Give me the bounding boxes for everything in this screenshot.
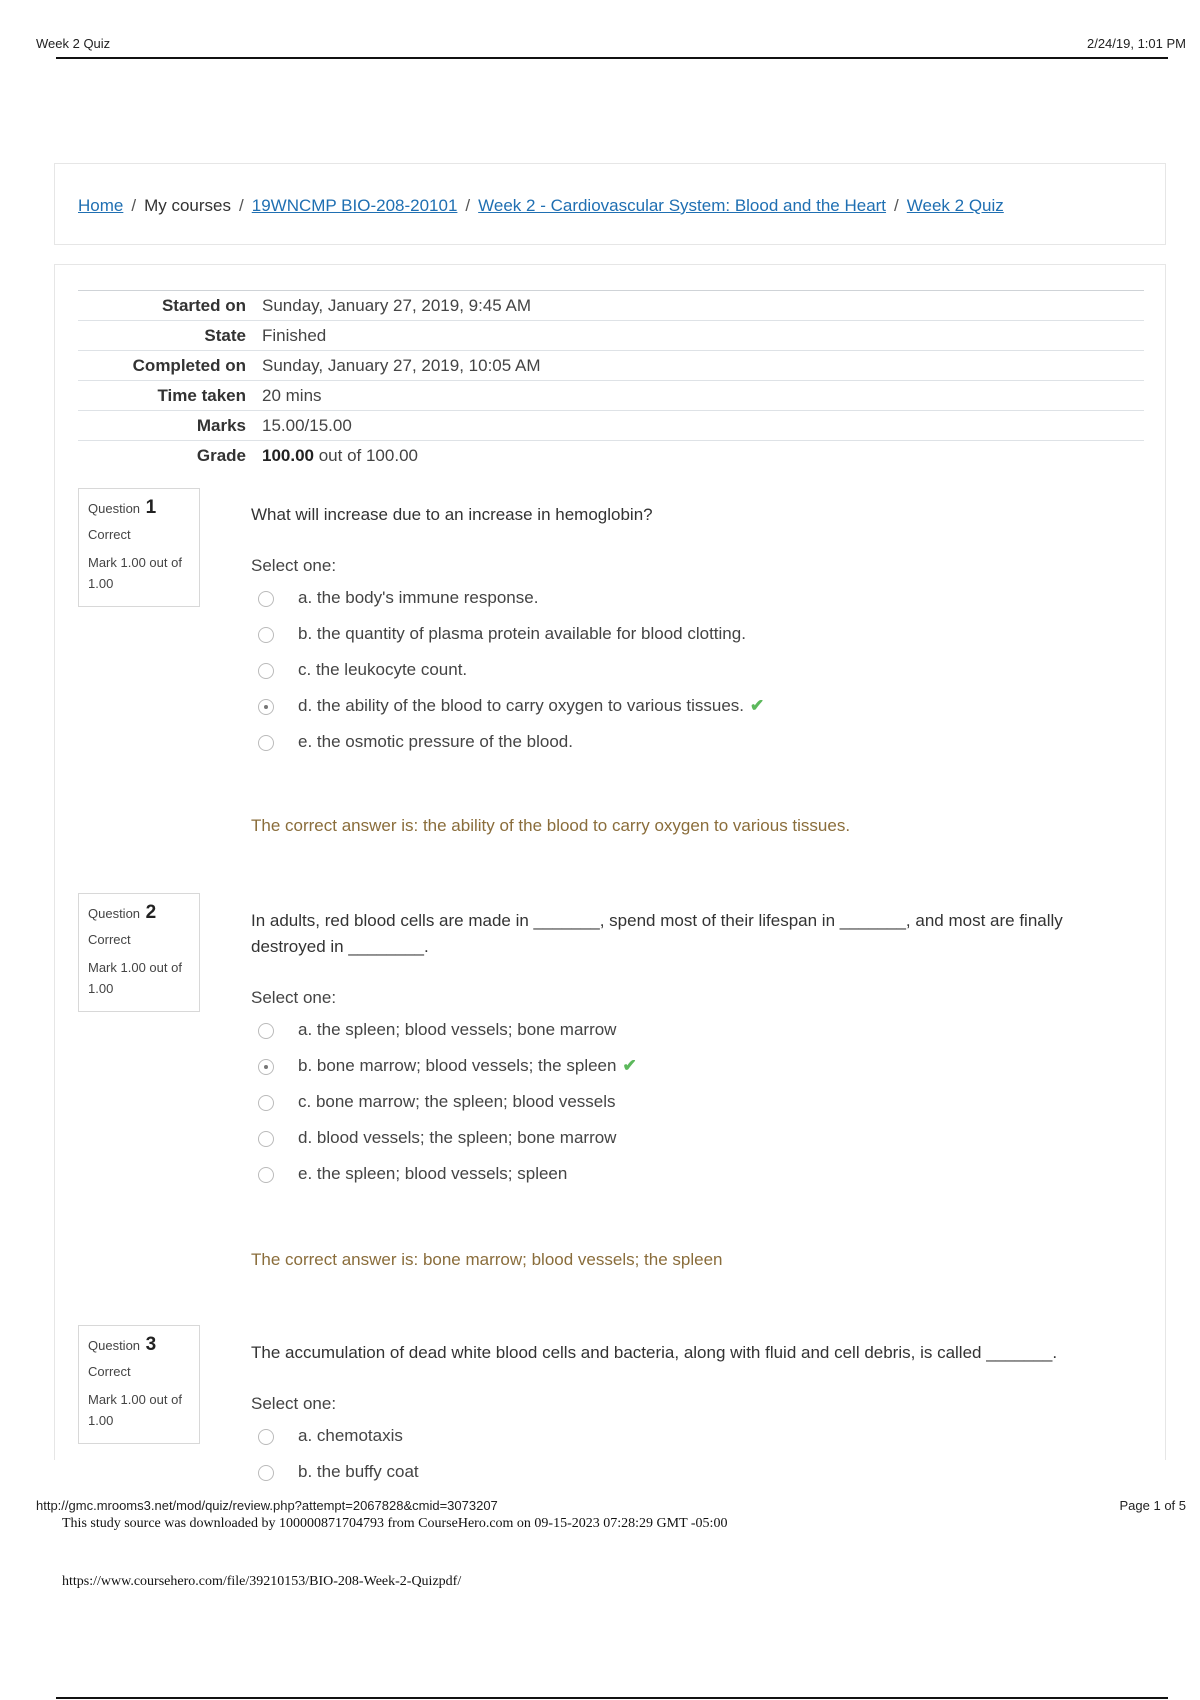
question-state: Correct	[88, 527, 131, 542]
radio-button[interactable]	[258, 1131, 274, 1147]
grade-out-of: out of 100.00	[314, 446, 418, 465]
breadcrumb	[78, 196, 1004, 216]
answer-option-label: a. the spleen; blood vessels; bone marrow	[298, 1020, 617, 1039]
select-one-label: Select one:	[251, 1394, 337, 1413]
radio-button[interactable]	[258, 663, 274, 679]
answer-options-1	[258, 585, 1078, 765]
answer-option-label: c. the leukocyte count.	[298, 660, 468, 679]
answer-option-label: a. the body's immune response.	[298, 588, 539, 607]
question-word: Question	[88, 501, 141, 516]
summary-value	[262, 441, 1144, 471]
breadcrumb-quiz-link[interactable]: Week 2 Quiz	[906, 196, 1004, 215]
answer-option-label: e. the osmotic pressure of the blood.	[298, 732, 573, 751]
question-info-2	[78, 893, 200, 1012]
summary-row-started-on	[78, 291, 1144, 321]
summary-value: Sunday, January 27, 2019, 10:05 AM	[262, 356, 541, 375]
summary-row-state	[78, 321, 1144, 351]
summary-value: Finished	[262, 326, 327, 345]
bottom-rule	[56, 1697, 1168, 1699]
quiz-review-card	[54, 264, 1166, 1460]
summary-label: State	[204, 326, 246, 345]
summary-label: Time taken	[157, 386, 246, 405]
answer-options-3	[258, 1423, 1078, 1495]
source-url: https://www.coursehero.com/file/39210153/BIO-208-Week-2-Quizpdf/	[62, 1574, 462, 1589]
summary-row-time-taken	[78, 381, 1144, 411]
question-state: Correct	[88, 932, 131, 947]
print-header-title: Week 2 Quiz	[36, 36, 111, 51]
answer-option-label: d. blood vessels; the spleen; bone marrow	[298, 1128, 617, 1147]
download-notice: This study source was downloaded by 100000871704793 from CourseHero.com on 09-15-2023 07:28:29 GMT -05:00	[62, 1516, 728, 1531]
question-number: 1	[145, 497, 157, 518]
summary-row-marks	[78, 411, 1144, 441]
question-text-1: What will increase due to an increase in hemoglobin?	[251, 505, 653, 524]
radio-button[interactable]	[258, 591, 274, 607]
answer-option[interactable]	[258, 1125, 1078, 1161]
question-state: Correct	[88, 1364, 131, 1379]
answer-option-selected[interactable]	[258, 693, 1078, 729]
question-info-1	[78, 488, 200, 607]
summary-label: Completed on	[132, 356, 246, 375]
select-one-label: Select one:	[251, 556, 337, 575]
answer-option-label: b. the buffy coat	[298, 1462, 419, 1481]
answer-option-label: d. the ability of the blood to carry oxygen to various tissues.	[298, 696, 745, 715]
breadcrumb-course-link[interactable]: 19WNCMP BIO-208-20101	[251, 196, 458, 215]
radio-button[interactable]	[258, 1167, 274, 1183]
breadcrumb-section-link[interactable]: Week 2 - Cardiovascular System: Blood and the Heart	[478, 196, 887, 215]
summary-label: Started on	[161, 296, 246, 315]
answer-option-selected[interactable]	[258, 1053, 1078, 1089]
print-header-datetime: 2/24/19, 1:01 PM	[1086, 36, 1186, 51]
radio-button-selected[interactable]	[258, 1059, 274, 1075]
answer-option[interactable]	[258, 729, 1078, 765]
answer-option[interactable]	[258, 621, 1078, 657]
radio-button[interactable]	[258, 1023, 274, 1039]
answer-option[interactable]	[258, 1423, 1078, 1459]
summary-row-grade	[78, 441, 1144, 471]
summary-label: Grade	[196, 446, 246, 465]
radio-button[interactable]	[258, 1465, 274, 1481]
answer-option-label: b. the quantity of plasma protein available for blood clotting.	[298, 624, 746, 643]
breadcrumb-separator: /	[894, 196, 899, 215]
answer-option[interactable]	[258, 1089, 1078, 1125]
correct-answer-feedback-1: The correct answer is: the ability of the blood to carry oxygen to various tissues.	[251, 816, 851, 835]
radio-button[interactable]	[258, 627, 274, 643]
answer-option-label: e. the spleen; blood vessels; spleen	[298, 1164, 568, 1183]
print-footer-page-number: Page 1 of 5	[1119, 1498, 1186, 1513]
question-word: Question	[88, 906, 141, 921]
breadcrumb-separator: /	[239, 196, 244, 215]
question-number: 2	[145, 902, 157, 923]
question-info-3	[78, 1325, 200, 1444]
breadcrumb-card	[54, 163, 1166, 245]
question-mark: Mark 1.00 out of 1.00	[88, 1392, 182, 1428]
breadcrumb-my-courses: My courses	[144, 196, 232, 215]
radio-button[interactable]	[258, 735, 274, 751]
answer-option-label: a. chemotaxis	[298, 1426, 403, 1445]
summary-row-completed-on	[78, 351, 1144, 381]
radio-button-selected[interactable]	[258, 699, 274, 715]
question-number: 3	[145, 1334, 157, 1355]
answer-option-label: b. bone marrow; blood vessels; the spleen	[298, 1056, 617, 1075]
radio-button[interactable]	[258, 1429, 274, 1445]
summary-value: 20 mins	[262, 386, 322, 405]
attempt-summary-table	[78, 290, 1144, 470]
print-footer-url: http://gmc.mrooms3.net/mod/quiz/review.php?attempt=2067828&cmid=3073207	[36, 1498, 498, 1513]
breadcrumb-separator: /	[465, 196, 471, 215]
correct-check-icon: ✔	[622, 1056, 637, 1075]
summary-value: Sunday, January 27, 2019, 9:45 AM	[262, 296, 532, 315]
summary-value: 15.00/15.00	[262, 416, 352, 435]
question-text-2: In adults, red blood cells are made in _______, spend most of their lifespan in _______, and most are finally destroyed in ________.	[251, 911, 1063, 956]
question-mark: Mark 1.00 out of 1.00	[88, 960, 182, 996]
answer-option[interactable]	[258, 657, 1078, 693]
breadcrumb-home-link[interactable]: Home	[78, 196, 124, 215]
answer-option[interactable]	[258, 1161, 1078, 1197]
radio-button[interactable]	[258, 1095, 274, 1111]
answer-options-2	[258, 1017, 1078, 1197]
grade-score: 100.00	[262, 446, 314, 465]
answer-option-label: c. bone marrow; the spleen; blood vessels	[298, 1092, 616, 1111]
answer-option[interactable]	[258, 1017, 1078, 1053]
answer-option[interactable]	[258, 1459, 1078, 1495]
question-mark: Mark 1.00 out of 1.00	[88, 555, 182, 591]
question-text-3: The accumulation of dead white blood cells and bacteria, along with fluid and cell debris, is called _______.	[251, 1343, 1058, 1362]
summary-label: Marks	[196, 416, 246, 435]
question-word: Question	[88, 1338, 141, 1353]
answer-option[interactable]	[258, 585, 1078, 621]
correct-answer-feedback-2: The correct answer is: bone marrow; blood vessels; the spleen	[251, 1250, 723, 1269]
correct-check-icon: ✔	[750, 696, 765, 715]
breadcrumb-separator: /	[131, 196, 137, 215]
select-one-label: Select one:	[251, 988, 337, 1007]
